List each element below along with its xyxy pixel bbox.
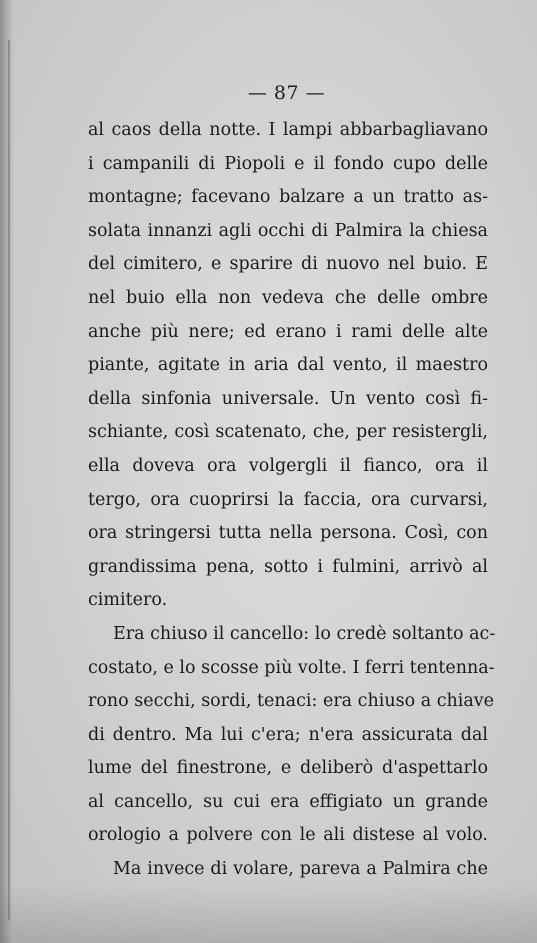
- gutter-edge-line: [8, 40, 10, 920]
- page-bottom-shadow: [0, 883, 537, 943]
- text-line: cimitero.: [88, 590, 168, 611]
- text-line: della sinfonia universale. Un vento così fi-: [88, 388, 488, 409]
- text-line: di dentro. Ma lui c'era; n'era assicurata dal: [88, 724, 488, 745]
- page-number: — 87 —: [247, 82, 326, 104]
- text-line: anche più nere; ed erano i rami delle alte: [88, 321, 488, 342]
- text-line: piante, agitate in aria dal vento, il maestro: [88, 355, 488, 376]
- text-line: ella doveva ora volgergli il fianco, ora il: [88, 455, 488, 476]
- text-line: al caos della notte. I lampi abbarbagliavano: [88, 120, 488, 140]
- text-line: lume del finestrone, e deliberò d'aspettarlo: [88, 758, 488, 779]
- text-line: costato, e lo scosse più volte. I ferri tentenna-: [88, 657, 495, 678]
- text-line: del cimitero, e sparire di nuovo nel buio. E: [88, 254, 488, 275]
- text-line: solata innanzi agli occhi di Palmira la chiesa: [88, 220, 488, 241]
- text-line: Era chiuso il cancello: lo credè soltanto ac-: [113, 623, 496, 644]
- page-gutter: [0, 0, 14, 943]
- body-text: [88, 114, 496, 887]
- text-line: grandissima pena, sotto i fulmini, arrivò al: [88, 556, 488, 577]
- text-line: rono secchi, sordi, tenaci: era chiuso a chiave: [88, 691, 495, 712]
- text-line: i campanili di Piopoli e il fondo cupo delle: [88, 153, 488, 174]
- text-line: orologio a polvere con le ali distese al volo.: [88, 825, 488, 846]
- text-line: montagne; facevano balzare a un tratto as-: [88, 187, 488, 208]
- text-line: al cancello, su cui era effigiato un grande: [88, 791, 488, 812]
- text-line: schiante, così scatenato, che, per resistergli,: [88, 422, 488, 443]
- text-line: ora stringersi tutta nella persona. Così, con: [88, 523, 488, 544]
- text-line: nel buio ella non vedeva che delle ombre: [88, 287, 488, 308]
- text-line: tergo, ora cuoprirsi la faccia, ora curvarsi,: [88, 489, 488, 510]
- text-line: Ma invece di volare, pareva a Palmira che: [113, 859, 488, 880]
